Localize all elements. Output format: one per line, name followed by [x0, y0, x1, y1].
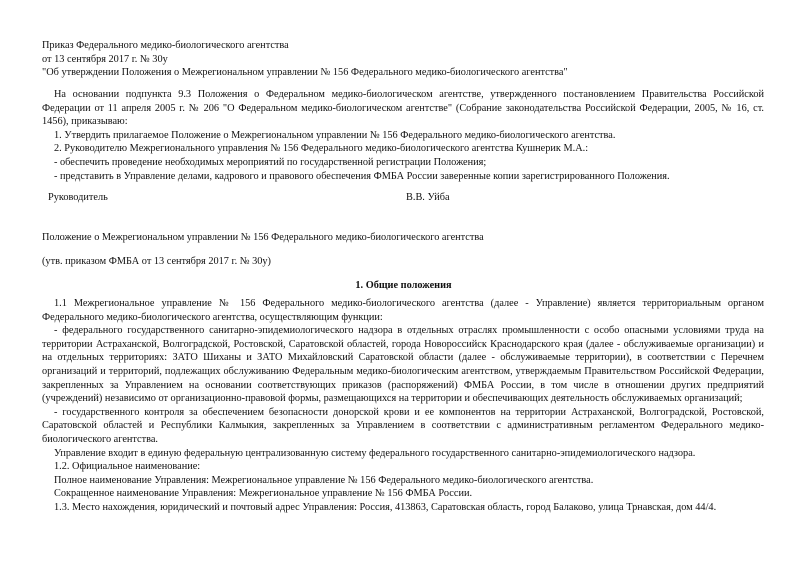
signature-role: Руководитель — [48, 192, 108, 203]
order-item-2-b: - представить в Управление делами, кадрового и правового обеспечения ФМБА России заверенные копии зарегистрированного Положения. — [54, 170, 670, 182]
header-date-line: от 13 сентября 2017 г. № 30у — [42, 53, 168, 65]
signature-name: В.В. Уйба — [406, 192, 450, 203]
paragraph-1-2-full: Полное наименование Управления: Межрегиональное управление № 156 Федерального медико-биологического агентства. — [54, 474, 594, 486]
regulation-approved: (утв. приказом ФМБА от 13 сентября 2017 г. № 30у) — [42, 256, 271, 267]
regulation-title: Положение о Межрегиональном управлении № 156 Федерального медико-биологического агентства — [42, 232, 484, 243]
order-preamble: На основании подпункта 9.3 Положения о Федеральном медико-биологическом агентстве, утвержденного постановлением Правительства Российской Федерации от 11 апреля 2005 г. № 206 "О Федеральном медико-биологическом агентстве" (Собрание законодательства Российской Федерации, 2005, № 16, ст. 1456), приказываю: — [42, 89, 764, 128]
paragraph-1-1-c: Управление входит в единую федеральную централизованную систему федерального государственного санитарно-эпидемиологического надзора. — [54, 447, 696, 459]
signature-block — [48, 191, 748, 205]
order-item-2-a: - обеспечить проведение необходимых мероприятий по государственной регистрации Положения; — [54, 156, 487, 168]
paragraph-1-2-short: Сокращенное наименование Управления: Межрегиональное управление № 156 ФМБА России. — [54, 488, 473, 500]
paragraph-1-1: 1.1 Межрегиональное управление № 156 Федерального медико-биологического агентства (далее - Управление) является территориальным органом Федерального медико-биологического агентства, осуществляющим функции: — [42, 298, 764, 323]
section-1-title: 1. Общие положения — [355, 280, 452, 291]
header-title-line: Приказ Федерального медико-биологического агентства — [42, 40, 289, 51]
document-header — [42, 39, 762, 80]
order-text — [42, 88, 764, 183]
order-item-1: 1. Утвердить прилагаемое Положение о Межрегиональном управлении № 156 Федерального медико-биологического агентства. — [54, 129, 616, 141]
paragraph-1-2: 1.2. Официальное наименование: — [54, 461, 201, 473]
order-item-2: 2. Руководителю Межрегионального управления № 156 Федерального медико-биологического агентства Кушнерик М.А.: — [54, 143, 589, 155]
header-subject-line: "Об утверждении Положения о Межрегиональном управлении № 156 Федерального медико-биологического агентства" — [42, 67, 568, 79]
paragraph-1-1-a: - федерального государственного санитарно-эпидемиологического надзора в отдельных отраслях промышленности с особо опасными условиями труда на территории Астраханской, Волгоградской, Ростовской, Саратовской областей, города Новороссийск Краснодарского края (далее - обслуживаемые организации) и на отдельных территориях: ЗАТО Шиханы и ЗАТО Михайловский Саратовской области (далее - обслуживаемые территории), в соответствии с Перечнем организаций и территорий, подлежащих обслуживанию Федеральным медико-биологическим агентством, утверждаемым Правительством Российской Федерации, закрепленных за Управлением на основании соответствующих приказов (распоряжений) ФМБА России, в том числе в отношении других предприятий (учреждений) независимо от организационно-правовой формы, размещающихся на территории и обеспечивающих деятельность обслуживаемых организаций; — [42, 325, 764, 405]
paragraph-1-3: 1.3. Место нахождения, юридический и почтовый адрес Управления: Россия, 413863, Саратовская область, город Балаково, улица Трнавская, дом 44/4. — [54, 501, 717, 513]
section-1-body — [42, 297, 764, 515]
paragraph-1-1-b: - государственного контроля за обеспечением безопасности донорской крови и ее компонентов на территории Астраханской, Волгоградской, Ростовской, Саратовской областей и Республики Калмыкия, закрепленных за Управлением в соответствии с административным регламентом Федерального медико-биологического агентства. — [42, 406, 764, 445]
